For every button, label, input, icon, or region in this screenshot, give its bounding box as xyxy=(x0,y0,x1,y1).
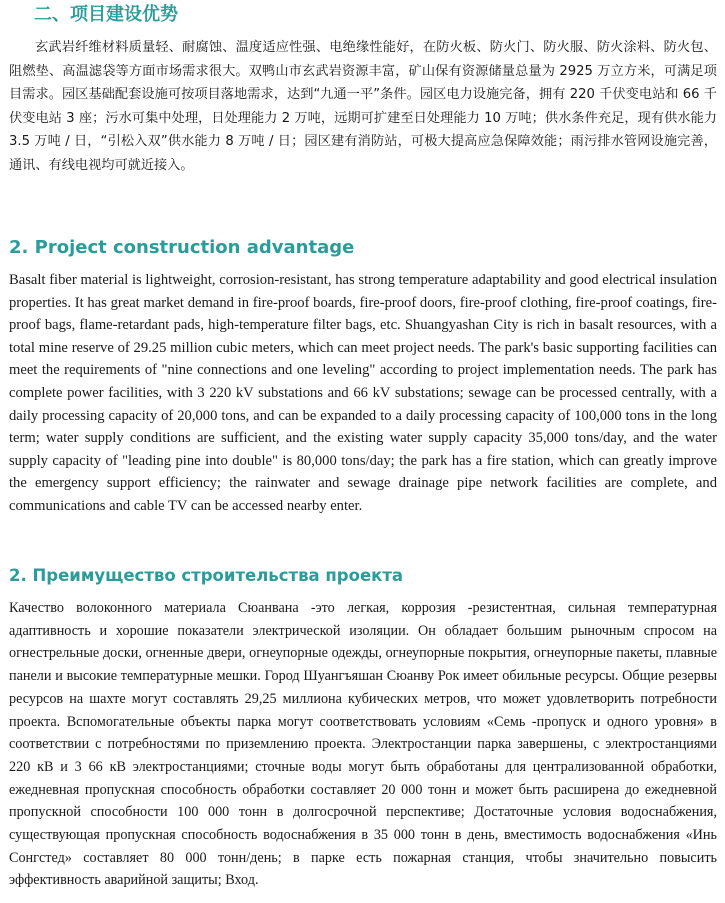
section-english xyxy=(9,236,717,518)
section-heading-en: 2. Project construction advantage xyxy=(9,237,355,258)
section-chinese xyxy=(9,3,717,178)
section-russian xyxy=(9,565,717,892)
section-heading-ru: 2. Преимущество строительства проекта xyxy=(9,566,404,585)
section-heading-cn: 二、项目建设优势 xyxy=(34,4,178,25)
section-body-ru: Качество волоконного материала Сюанвана -это легкая, коррозия -резистентная, сильная температурная адаптивность и хорошие показатели электрической изоляции. Он обладает большим рыночным спросом на огнестрельные доски, огненные двери, огнеупорные одежды, огнеупорные покрытия, огнеупорные пакеты, плавные панели и высокие температурные мешки. Город Шуангъяшан Сюанву Рок имеет обильные ресурсы. Общие резервы ресурсов на шахте могут составлять 29,25 миллиона кубических метров, что может удовлетворить потребности проекта. Вспомогательные объекты парка могут соответствовать условиям «Семь -пропуск и одного уровня» в соответствии с потребностями по приземлению проекта. Электростанции парка завершены, с электростанциями 220 кВ и 3 66 кВ электростанциями; сточные воды могут быть обработаны для централизованной обработки, ежедневная пропускная способность обработки составляет 20 000 тонн и может быть расширена до ежедневной пропускной способности 100 000 тонн в долгосрочной перспективе; Достаточные условия водоснабжения, существующая пропускная способность водоснабжения в 35 000 тонн в день, вместимость водоснабжения «Инь Сонгстед» составляет 80 000 тонн/день; в парке есть пожарная станция, чтобы значительно повысить эффективность аварийной защиты; Вход. xyxy=(9,600,717,889)
section-body-en: Basalt fiber material is lightweight, corrosion-resistant, has strong temperature adaptability and good electrical insulation properties. It has great market demand in fire-proof boards, fire-proof doors, fire-proof clothing, fire-proof coatings, fire-proof bags, flame-retardant pads, high-temperature filter bags, etc. Shuangyashan City is rich in basalt resources, with a total mine reserve of 29.25 million cubic meters, which can meet project needs. The park's basic supporting facilities can meet the requirements of "nine connections and one leveling" according to project implementation needs. The park has complete power facilities, with 3 220 kV substations and 66 kV substations; sewage can be processed centrally, with a daily processing capacity of 20,000 tons, and can be expanded to a daily processing capacity of 100,000 tons in the long term; water supply conditions are sufficient, and the existing water supply capacity 35,000 tons/day, and the water supply capacity of "leading pine into double" is 80,000 tons/day; the park has a fire station, which can greatly improve the emergency support efficiency; the rainwater and sewage drainage pipe network facilities are complete, and communications and cable TV can be accessed nearby enter. xyxy=(9,272,717,514)
section-body-cn: 玄武岩纤维材料质量轻、耐腐蚀、温度适应性强、电绝缘性能好，在防火板、防火门、防火服、防火涂料、防火包、阻燃垫、高温滤袋等方面市场需求很大。双鸭山市玄武岩资源丰富，矿山保有资源储量总量为 2925 万立方米，可满足项目需求。园区基础配套设施可按项目落地需求，达到“九通一平”条件。园区电力设施完备，拥有 220 千伏变电站和 66 千伏变电站 3 座；污水可集中处理，日处理能力 2 万吨，远期可扩建至日处理能力 10 万吨；供水条件充足，现有供水能力 3.5 万吨 / 日，“引松入双”供水能力 8 万吨 / 日；园区建有消防站，可极大提高应急保障效能；雨污排水管网设施完善，通讯、有线电视均可就近接入。 xyxy=(9,40,717,173)
